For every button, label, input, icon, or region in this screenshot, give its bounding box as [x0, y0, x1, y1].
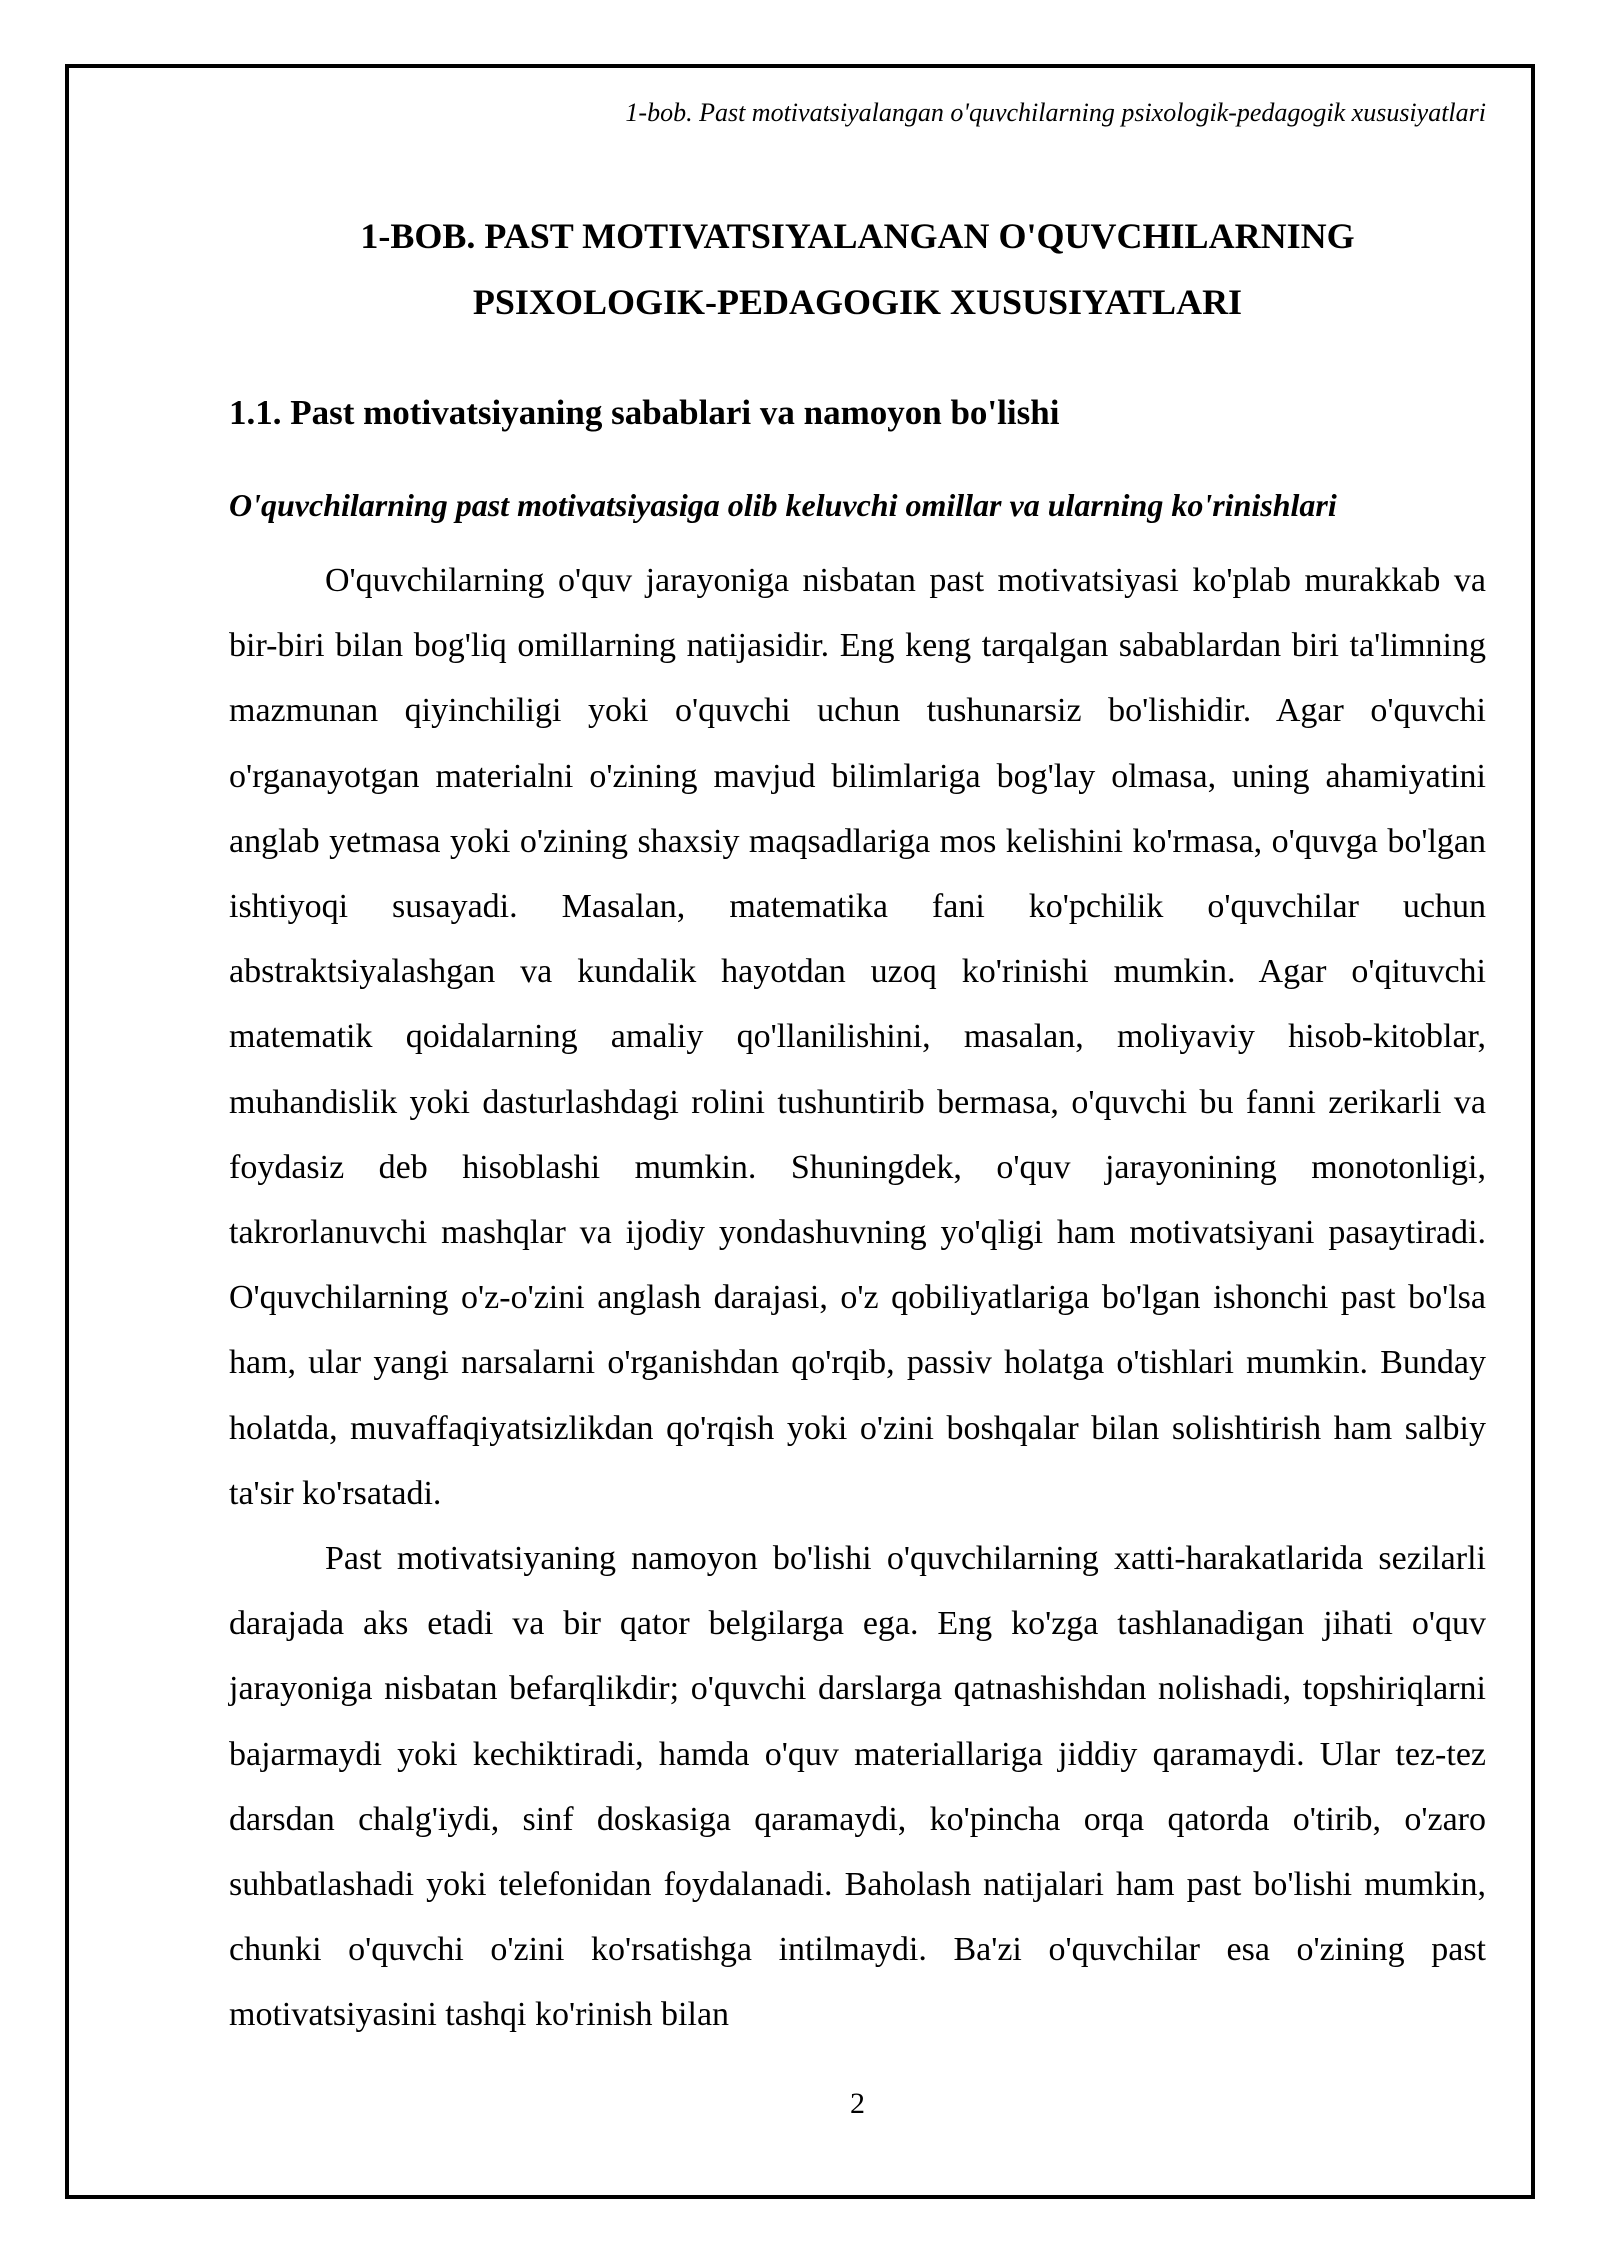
- chapter-title-line-1: 1-BOB. PAST MOTIVATSIYALANGAN O'QUVCHILARNING: [360, 216, 1355, 256]
- chapter-title-line-2: PSIXOLOGIK-PEDAGOGIK XUSUSIYATLARI: [472, 282, 1243, 322]
- page-number: 2: [850, 2087, 865, 2120]
- body-text: [229, 548, 1486, 2048]
- chapter-title: [229, 203, 1486, 335]
- running-header: 1-bob. Past motivatsiyalangan o'quvchilarning psixologik-pedagogik xususiyatlari: [625, 98, 1486, 127]
- paragraph-1: O'quvchilarning o'quv jarayoniga nisbatan past motivatsiyasi ko'plab murakkab va bir-biri bilan bog'liq omillarning natijasidir. Eng keng tarqalgan sabablardan biri ta'limning mazmunan qiyinchiligi yoki o'quvchi uchun tushunarsiz bo'lishidir. Agar o'quvchi o'rganayotgan materialni o'zining mavjud bilimlariga bog'lay olmasa, uning ahamiyatini anglab yetmasa yoki o'zining shaxsiy maqsadlariga mos kelishini ko'rmasa, o'quvga bo'lgan ishtiyoqi susayadi. Masalan, matematika fani ko'pchilik o'quvchilar uchun abstraktsiyalashgan va kundalik hayotdan uzoq ko'rinishi mumkin. Agar o'qituvchi matematik qoidalarning amaliy qo'llanilishini, masalan, moliyaviy hisob-kitoblar, muhandislik yoki dasturlashdagi rolini tushuntirib bermasa, o'quvchi bu fanni zerikarli va foydasiz deb hisoblashi mumkin. Shuningdek, o'quv jarayonining monotonligi, takrorlanuvchi mashqlar va ijodiy yondashuvning yo'qligi ham motivatsiyani pasaytiradi. O'quvchilarning o'z-o'zini anglash darajasi, o'z qobiliyatlariga bo'lgan ishonchi past bo'lsa ham, ular yangi narsalarni o'rganishdan qo'rqib, passiv holatga o'tishlari mumkin. Bunday holatda, muvaffaqiyatsizlikdan qo'rqish yoki o'zini boshqalar bilan solishtirish ham salbiy ta'sir ko'rsatadi.: [229, 562, 1486, 1512]
- section-title: 1.1. Past motivatsiyaning sabablari va namoyon bo'lishi: [229, 393, 1060, 432]
- subsection-title: O'quvchilarning past motivatsiyasiga olib keluvchi omillar va ularning ko'rinishlari: [229, 487, 1337, 523]
- paragraph-2: Past motivatsiyaning namoyon bo'lishi o'quvchilarning xatti-harakatlarida sezilarli darajada aks etadi va bir qator belgilarga ega. Eng ko'zga tashlanadigan jihati o'quv jarayoniga nisbatan befarqlikdir; o'quvchi darslarga qatnashishdan nolishadi, topshiriqlarni bajarmaydi yoki kechiktiradi, hamda o'quv materiallariga jiddiy qaramaydi. Ular tez-tez darsdan chalg'iydi, sinf doskasiga qaramaydi, ko'pincha orqa qatorda o'tirib, o'zaro suhbatlashadi yoki telefonidan foydalanadi. Baholash natijalari ham past bo'lishi mumkin, chunki o'quvchi o'zini ko'rsatishga intilmaydi. Ba'zi o'quvchilar esa o'zining past motivatsiyasini tashqi ko'rinish bilan: [229, 1540, 1486, 2034]
